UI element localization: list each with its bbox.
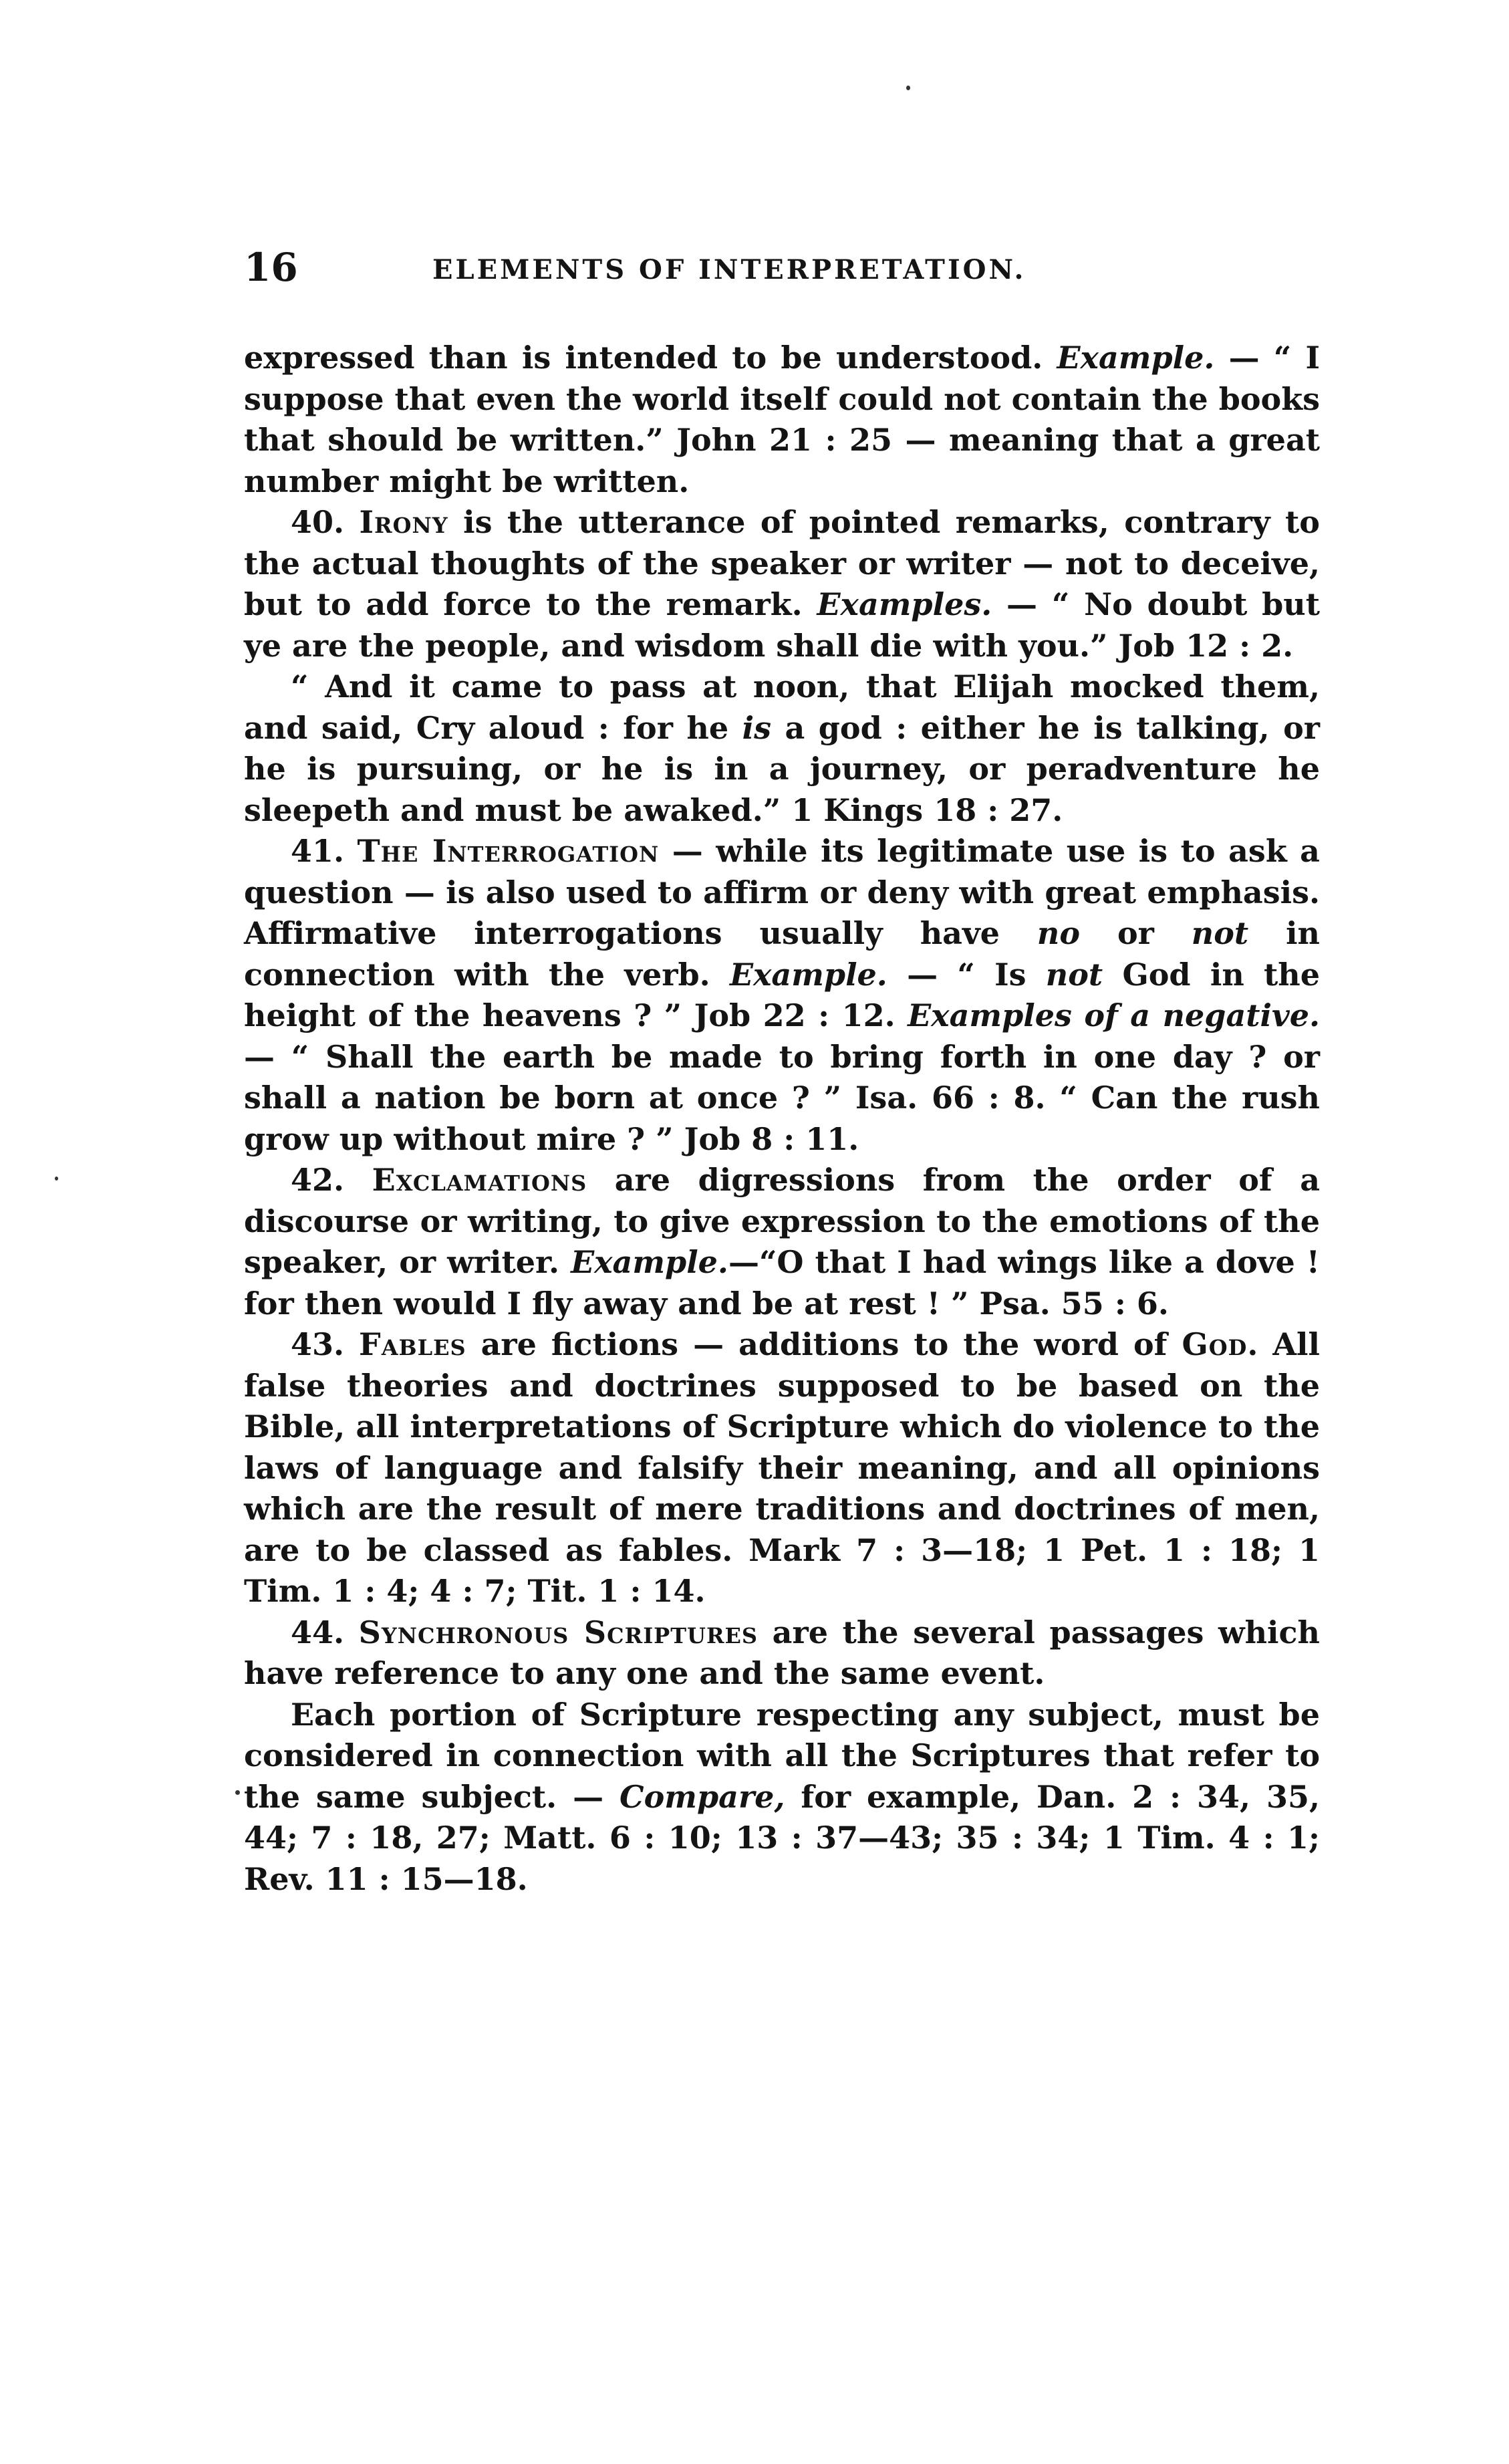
ink-speck xyxy=(906,86,910,90)
page-number: 16 xyxy=(244,245,298,290)
term-interrogation: The Interrogation xyxy=(357,833,660,869)
term-irony: Irony xyxy=(359,504,448,540)
paragraph-44-synchronous-scriptures: 44. Synchronous Scriptures are the several passages which have reference to any one and the same event. xyxy=(244,1614,1320,1691)
paragraph-42-exclamations: 42. Exclamations are digressions from the order of a discourse or writing, to give expression to the emotions of the speaker, or writer. Example.—“O that I had wings like a dove ! for then would I fly away and be at rest ! ” Psa. 55 : 6. xyxy=(244,1162,1321,1322)
term-synchronous-scriptures: Synchronous Scriptures xyxy=(358,1614,759,1650)
page-header xyxy=(244,245,1320,305)
running-head: ELEMENTS OF INTERPRETATION. xyxy=(432,254,1026,285)
paragraph-40-elijah-example: “ And it came to pass at noon, that Elijah mocked them, and said, Cry aloud : for he is a god : either he is talking, or he is pursuing, or he is in a journey, or peradventure he sleepeth and must be awaked.” 1 Kings 18 : 27. xyxy=(244,668,1320,828)
ink-speck xyxy=(55,1177,58,1181)
paragraph-40-irony: 40. Irony is the utterance of pointed remarks, contrary to the actual thoughts of the speaker or writer — not to deceive, but to add force to the remark. Examples. — “ No doubt but ye are the people, and wisdom shall die with you.” Job 12 : 2. xyxy=(244,504,1320,664)
paragraph-continuation: expressed than is intended to be understood. Example. — “ I suppose that even the world itself could not contain the books that should be written.” John 21 : 25 — meaning that a great number might be written. xyxy=(244,340,1320,499)
paragraph-41-interrogation: 41. The Interrogation — while its legitimate use is to ask a question — is also used to affirm or deny with great emphasis. Affirmative interrogations usually have no or not in connection with the verb. Example. — “ Is not God in the height of the heavens ? ” Job 22 : 12. Examples of a negative. — “ Shall the earth be made to bring forth in one day ? or shall a nation be born at once ? ” Isa. 66 : 8. “ Can the rush grow up without mire ? ” Job 8 : 11. xyxy=(244,833,1321,1157)
paragraph-43-fables: 43. Fables are fictions — additions to the word of God. All false theories and doctrines supposed to be based on the Bible, all interpretations of Scripture which do violence to the laws of language and falsify their meaning, and all opinions which are the result of mere traditions and doctrines of men, are to be classed as fables. Mark 7 : 3—18; 1 Pet. 1 : 18; 1 Tim. 1 : 4; 4 : 7; Tit. 1 : 14. xyxy=(244,1326,1321,1609)
paragraph-44-compare: Each portion of Scripture respecting any subject, must be considered in connection with all the Scriptures that refer to the same subject. — Compare, for example, Dan. 2 : 34, 35, 44; 7 : 18, 27; Matt. 6 : 10; 13 : 37—43; 35 : 34; 1 Tim. 4 : 1; Rev. 11 : 15—18. xyxy=(244,1696,1320,1897)
term-fables: Fables xyxy=(359,1326,466,1362)
body-text xyxy=(244,338,1320,1900)
term-exclamations: Exclamations xyxy=(372,1162,587,1198)
ink-speck xyxy=(235,1790,240,1795)
